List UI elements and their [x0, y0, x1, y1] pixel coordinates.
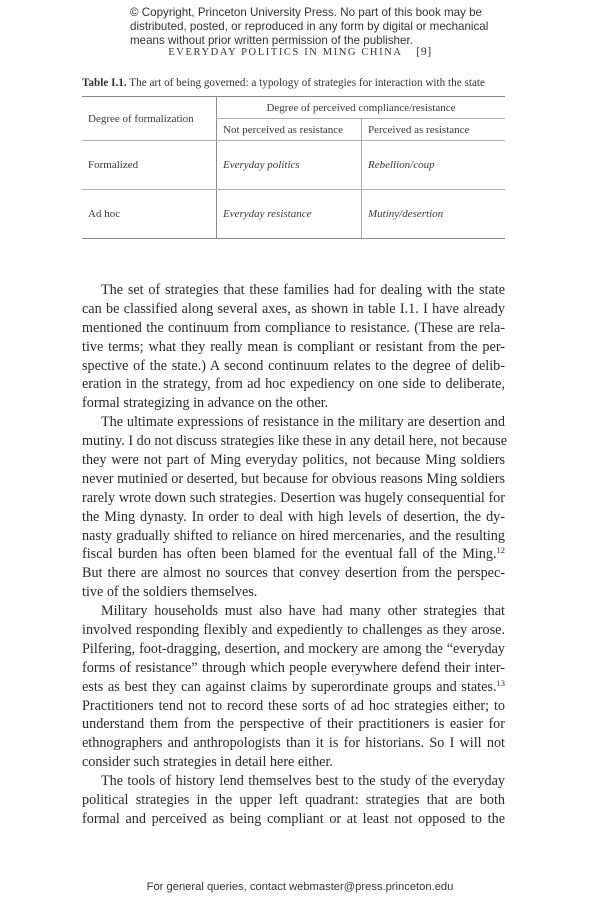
text-line [82, 791, 505, 810]
text-line-content: Military households must also have had many other strategies that [101, 603, 505, 620]
text-line-content: mutiny. I do not discuss strategies like these in any detail here, not because [82, 433, 507, 450]
text-line [82, 753, 505, 772]
footer-contact: For general queries, contact webmaster@press.princeton.edu [146, 881, 454, 893]
text-line-content: Pilfering, foot-dragging, desertion, and mockery are among the “everyday [82, 640, 505, 657]
text-line-content: eration in the strategy, from ad hoc expediency on one side to deliberate, [82, 376, 505, 393]
text-line [82, 338, 505, 357]
table-cell: Rebellion/coup [362, 141, 506, 190]
text-line [82, 489, 505, 508]
text-line [82, 300, 505, 319]
text-line [82, 375, 505, 394]
text-line-content: they were not part of Ming everyday politics, not because Ming soldiers [82, 452, 505, 469]
copyright-line: means without prior written permission of the publisher. [130, 33, 413, 47]
text-line-content: formal strategizing in advance on the other. [82, 395, 329, 412]
copyright-line: © Copyright, Princeton University Press. No part of this book may be [130, 6, 482, 19]
text-line [82, 602, 505, 621]
table-row [82, 190, 505, 239]
column-header: Not perceived as resistance [217, 119, 362, 141]
column-group-label: Degree of perceived compliance/resistance [217, 97, 506, 119]
text-line [82, 470, 505, 489]
text-line [82, 734, 505, 753]
footnote-reference[interactable]: 13 [496, 677, 505, 688]
text-line [82, 583, 505, 602]
text-line [82, 715, 505, 734]
text-line-content: forms of resistance” through which people everywhere defend their inter- [82, 659, 505, 676]
text-line-content: can be classified along several axes, as shown in table I.1. I have already [82, 300, 505, 317]
copyright-line: distributed, posted, or reproduced in any form by digital or mechanical [130, 19, 489, 33]
body-text [82, 281, 505, 829]
text-line-content: The ultimate expressions of resistance in the military are desertion and [101, 414, 505, 431]
text-line-content: nasty gradually shifted to reliance on hired mercenaries, and the resulting [82, 527, 505, 544]
running-head-title: EVERYDAY POLITICS IN MING CHINA [168, 47, 402, 58]
text-line-content: never mutinied or deserted, but because for obvious reasons Ming soldiers [82, 470, 505, 487]
table-caption [82, 77, 522, 89]
text-line-content: ests as best they can against claims by superordinate groups and states. [82, 678, 497, 695]
text-line [82, 810, 505, 829]
text-line-content: mentioned the continuum from compliance to resistance. (These are rela- [82, 319, 505, 336]
text-line-content: tive of the soldiers themselves. [82, 584, 258, 601]
text-line-content: formal and perceived as being compliant or at least not opposed to the [82, 810, 505, 827]
running-head [0, 44, 600, 59]
text-line [82, 319, 505, 338]
text-line [82, 413, 505, 432]
text-line-content: Practitioners tend not to record these sorts of ad hoc strategies either; to [82, 697, 505, 714]
page-number: [9] [416, 44, 432, 58]
text-line-content: The set of strategies that these families had for dealing with the state [101, 282, 505, 298]
text-line-content: involved responding flexibly and expediently to challenges as they arose. [82, 622, 505, 639]
row-label: Formalized [82, 141, 217, 190]
copyright-notice [130, 6, 490, 47]
text-line [82, 772, 505, 791]
table-caption-label: Table I.1. [82, 77, 127, 89]
table-row [82, 141, 505, 190]
text-line [82, 508, 505, 527]
row-header-label: Degree of formalization [82, 97, 217, 141]
table-header-row [82, 97, 505, 119]
text-line-content: But there are almost no sources that convey desertion from the perspec- [82, 565, 505, 582]
text-line [82, 659, 505, 678]
table-cell: Everyday resistance [217, 190, 362, 239]
row-label: Ad hoc [82, 190, 217, 239]
text-line [82, 640, 505, 659]
text-line [82, 281, 505, 300]
text-line [82, 451, 505, 470]
typology-table [82, 96, 505, 239]
table-cell: Everyday politics [217, 141, 362, 190]
text-line [82, 678, 505, 697]
text-line [82, 545, 505, 564]
text-line-content: consider such strategies in detail here either. [82, 754, 333, 771]
text-line-content: spective of the state.) A second continuum relates to the degree of delib- [82, 357, 505, 374]
table-cell: Mutiny/desertion [362, 190, 506, 239]
column-header: Perceived as resistance [362, 119, 506, 141]
text-line-content: understand them from the perspective of their practitioners is easier for [82, 716, 505, 733]
text-line-content: tive terms; what they really mean is compliant or resistant from the per- [82, 338, 505, 355]
text-line [82, 527, 505, 546]
text-line [82, 394, 505, 413]
footnote-reference[interactable]: 12 [496, 545, 505, 556]
text-line [82, 697, 505, 716]
table-caption-text: The art of being governed: a typology of strategies for interaction with the state [129, 77, 485, 89]
text-line-content: the Ming dynasty. In order to deal with high levels of desertion, the dy- [82, 508, 505, 525]
text-line-content: ethnographers and anthropologists than it is for historians. So I will not [82, 735, 505, 752]
text-line [82, 357, 505, 376]
text-line-content: fiscal burden has often been blamed for the eventual fall of the Ming. [82, 546, 497, 563]
text-line-content: The tools of history lend themselves best to the study of the everyday [101, 773, 505, 790]
text-line [82, 621, 505, 640]
text-line-content: rarely wrote down such strategies. Desertion was hugely consequential for [82, 489, 505, 506]
text-line [82, 432, 505, 451]
text-line-content: political strategies in the upper left quadrant: strategies that are both [82, 792, 505, 809]
text-line [82, 564, 505, 583]
